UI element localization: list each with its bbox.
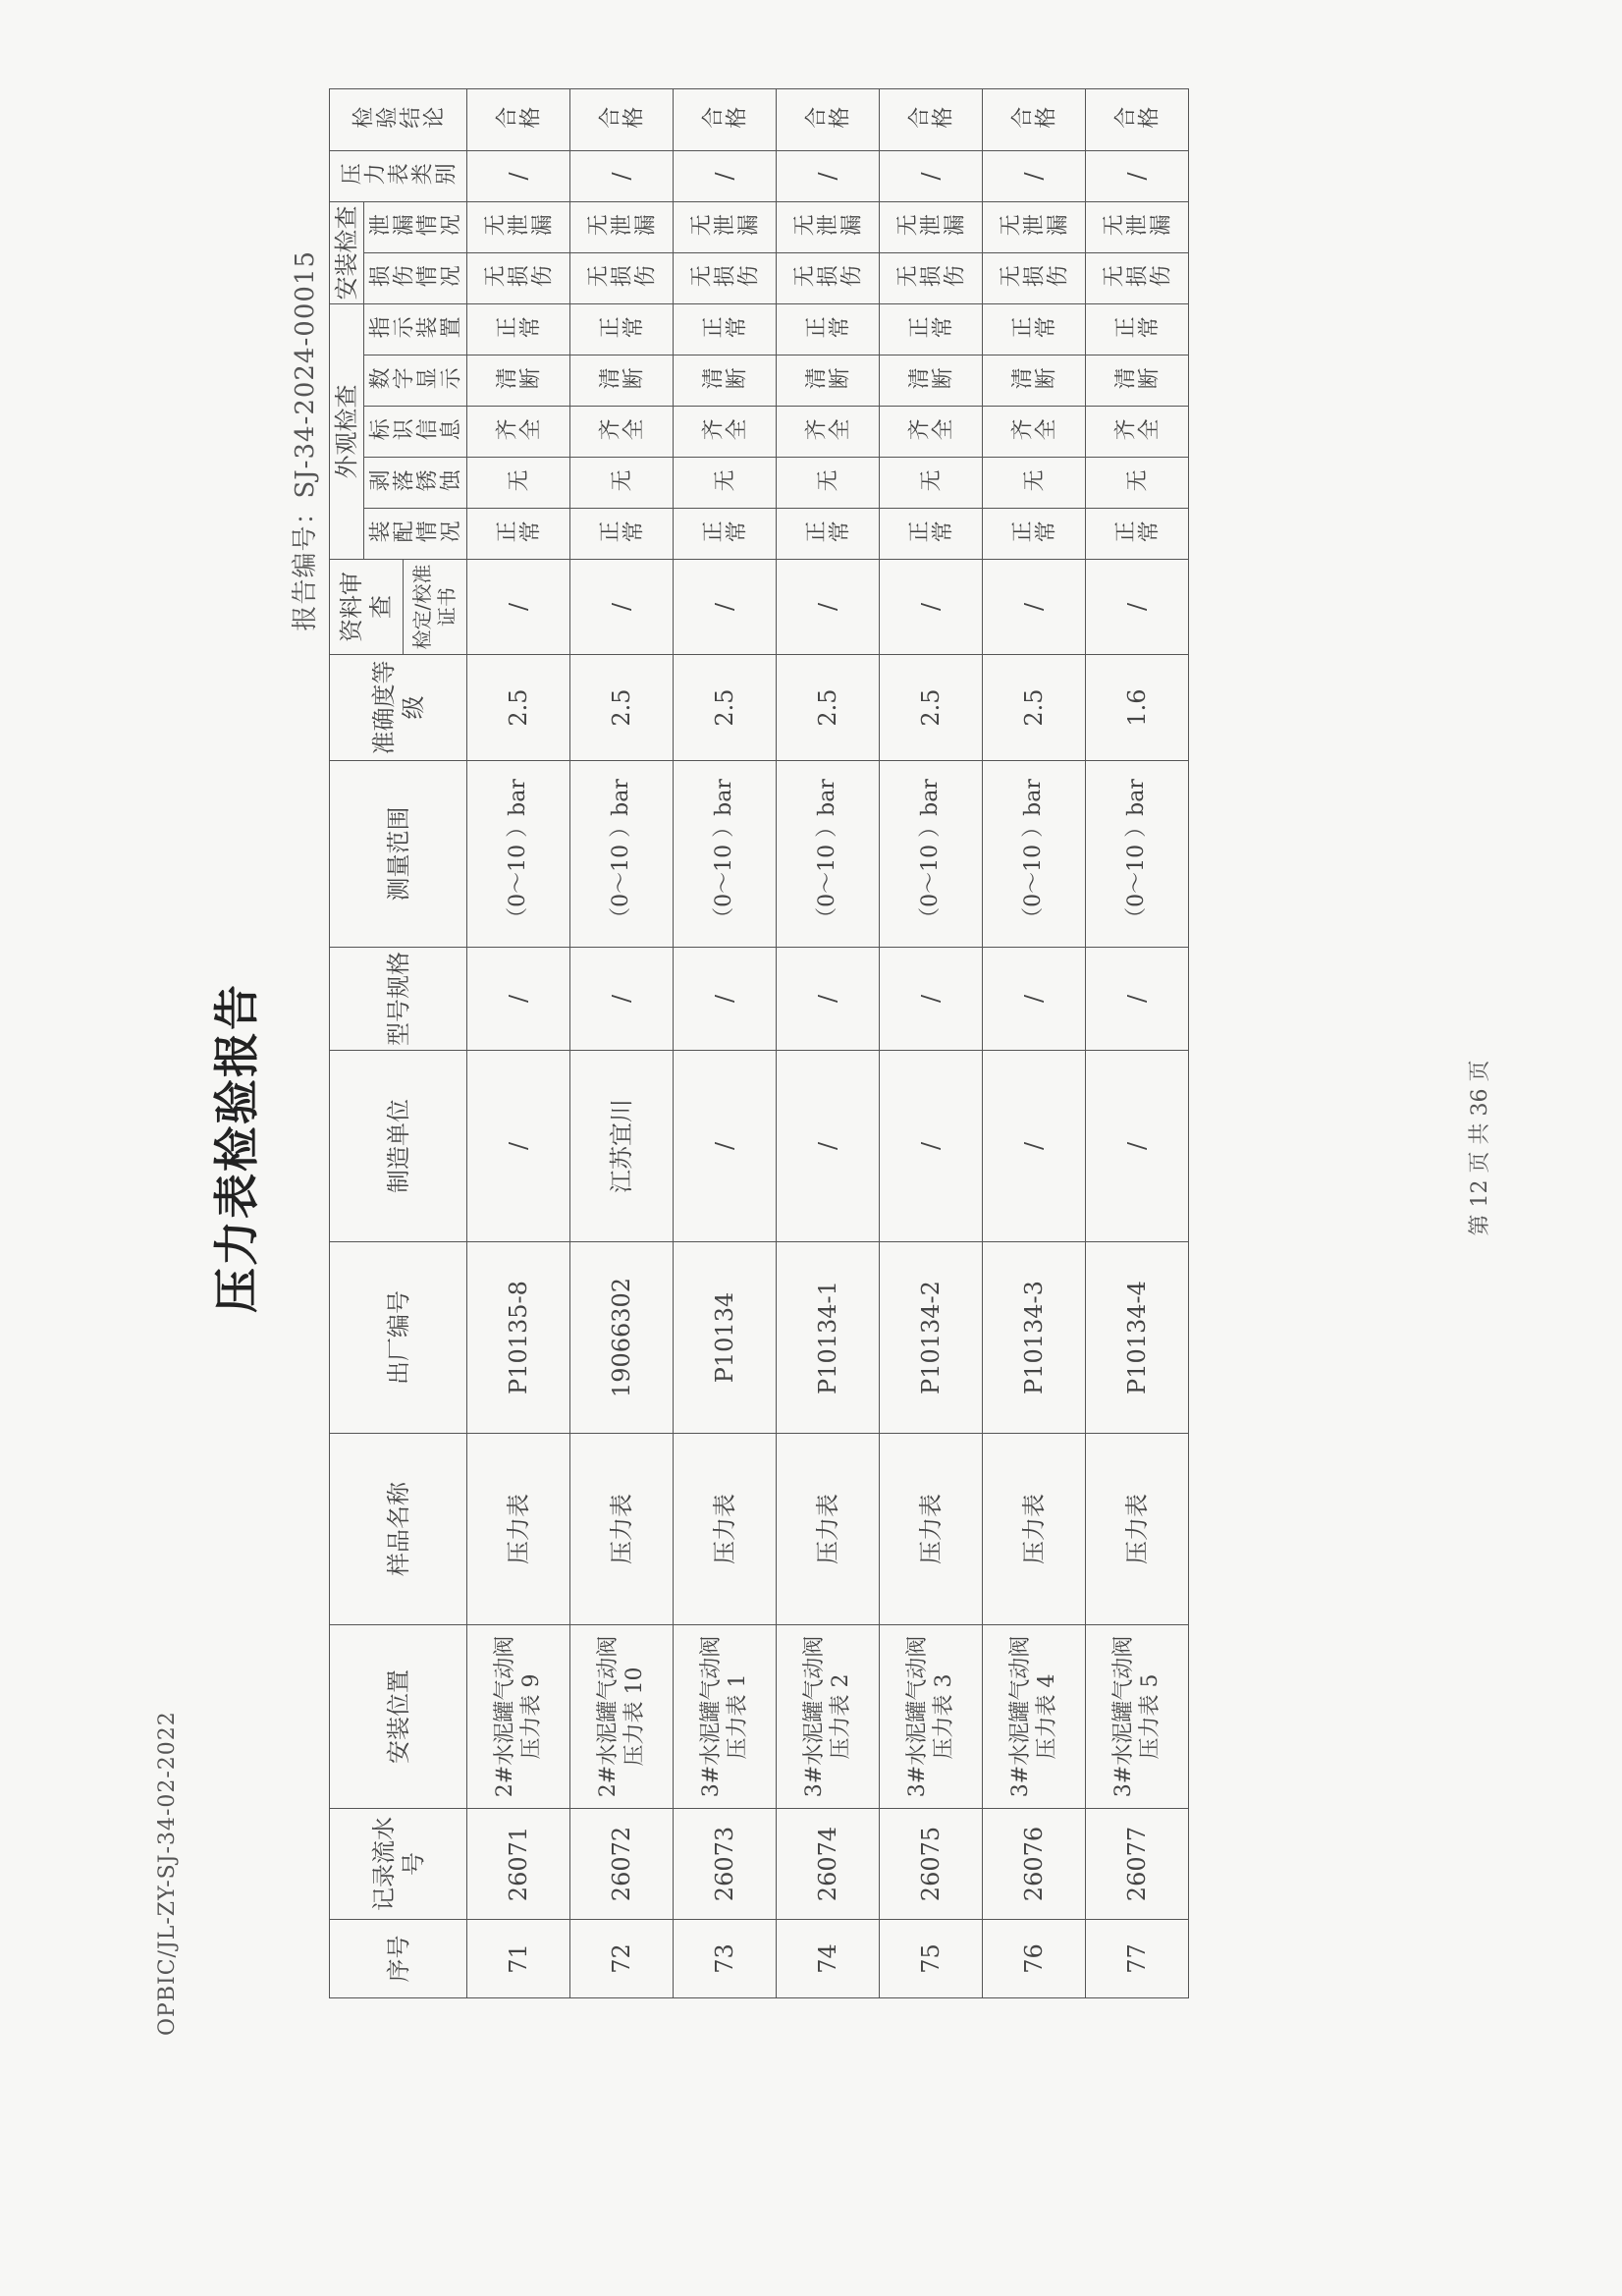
header-peeling: 剥落锈蚀 <box>364 458 467 509</box>
row-sample-name: 压力表 <box>467 1434 570 1625</box>
row-location: 2#水泥罐气动阀压力表 10 <box>570 1625 674 1809</box>
header-cert: 检定/校准证书 <box>404 560 467 655</box>
row-cert: / <box>1086 560 1189 655</box>
row-record-no: 26074 <box>777 1809 880 1920</box>
row-indicator <box>777 303 880 355</box>
row-record-no: 26073 <box>674 1809 777 1920</box>
row-conclusion-text: 合格 <box>1113 107 1161 133</box>
table-row <box>674 88 777 1997</box>
row-seq: 74 <box>777 1920 880 1998</box>
row-label-info <box>1086 407 1189 458</box>
row-location: 3#水泥罐气动阀压力表 1 <box>674 1625 777 1809</box>
row-leakage <box>983 201 1086 252</box>
row-range: （0～10 ）bar <box>467 761 570 948</box>
row-leakage-text: 无泄漏 <box>689 214 760 240</box>
row-model-spec: / <box>880 948 983 1051</box>
row-range: （0～10 ）bar <box>983 761 1086 948</box>
row-conclusion <box>674 88 777 150</box>
row-model-spec: / <box>1086 948 1189 1051</box>
row-indicator <box>1086 303 1189 355</box>
row-peeling-text: 无 <box>713 469 736 495</box>
row-sample-name: 压力表 <box>1086 1434 1189 1625</box>
row-conclusion <box>777 88 880 150</box>
row-range: （0～10 ）bar <box>777 761 880 948</box>
row-gauge-type: / <box>467 150 570 201</box>
row-assembly <box>467 509 570 560</box>
row-assembly-text: 正常 <box>495 520 542 546</box>
row-peeling-text: 无 <box>1022 469 1046 495</box>
inspection-table <box>329 88 1189 1998</box>
header-sample-name: 样品名称 <box>330 1434 467 1625</box>
form-code: OPBIC/JL-ZY-SJ-34-02-2022 <box>155 1711 180 2036</box>
row-factory-no: 19066302 <box>570 1242 674 1434</box>
table-row <box>570 88 674 1997</box>
row-factory-no: P10134-4 <box>1086 1242 1189 1434</box>
row-sample-name: 压力表 <box>880 1434 983 1625</box>
row-assembly <box>674 509 777 560</box>
row-leakage-text: 无泄漏 <box>895 214 966 240</box>
row-assembly <box>570 509 674 560</box>
row-conclusion <box>880 88 983 150</box>
row-gauge-type: / <box>674 150 777 201</box>
header-indicator: 指示装置 <box>364 303 467 355</box>
header-damage: 损伤情况 <box>364 252 467 303</box>
row-peeling <box>570 458 674 509</box>
row-assembly-text: 正常 <box>598 520 645 546</box>
row-assembly <box>880 509 983 560</box>
row-conclusion-text: 合格 <box>701 107 748 133</box>
row-conclusion <box>570 88 674 150</box>
row-accuracy: 2.5 <box>880 655 983 761</box>
row-model-spec: / <box>467 948 570 1051</box>
row-accuracy: 2.5 <box>570 655 674 761</box>
row-assembly <box>983 509 1086 560</box>
row-digit-display <box>674 355 777 407</box>
row-sample-name: 压力表 <box>674 1434 777 1625</box>
row-damage-text: 无损伤 <box>1102 265 1172 291</box>
row-factory-no: P10134-1 <box>777 1242 880 1434</box>
row-factory-no: P10135-8 <box>467 1242 570 1434</box>
row-model-spec: / <box>777 948 880 1051</box>
row-leakage <box>570 201 674 252</box>
row-indicator <box>570 303 674 355</box>
header-range: 测量范围 <box>330 761 467 948</box>
row-digit-display-text: 清断 <box>701 367 748 393</box>
header-seq: 序号 <box>330 1920 467 1998</box>
header-appearance: 外观检查 <box>330 303 364 559</box>
row-label-info <box>983 407 1086 458</box>
row-sample-name: 压力表 <box>983 1434 1086 1625</box>
row-peeling <box>777 458 880 509</box>
row-peeling-text: 无 <box>816 469 839 495</box>
row-indicator <box>880 303 983 355</box>
row-label-info-text: 齐全 <box>804 418 851 444</box>
header-leakage: 泄漏情况 <box>364 201 467 252</box>
row-cert: / <box>674 560 777 655</box>
table-row <box>983 88 1086 1997</box>
row-digit-display <box>880 355 983 407</box>
header-conclusion: 检验结论 <box>330 88 467 150</box>
row-conclusion <box>467 88 570 150</box>
row-cert: / <box>983 560 1086 655</box>
row-range: （0～10 ）bar <box>1086 761 1189 948</box>
row-assembly-text: 正常 <box>1010 520 1057 546</box>
row-accuracy: 2.5 <box>983 655 1086 761</box>
header-digit-display: 数字显示 <box>364 355 467 407</box>
row-label-info-text: 齐全 <box>598 418 645 444</box>
row-damage-text: 无损伤 <box>895 265 966 291</box>
row-seq: 73 <box>674 1920 777 1998</box>
row-assembly-text: 正常 <box>907 520 954 546</box>
row-range: （0～10 ）bar <box>674 761 777 948</box>
row-leakage-text: 无泄漏 <box>1102 214 1172 240</box>
row-peeling <box>674 458 777 509</box>
row-record-no: 26076 <box>983 1809 1086 1920</box>
row-peeling-text: 无 <box>1125 469 1149 495</box>
row-manufacturer: / <box>674 1051 777 1242</box>
row-gauge-type: / <box>1086 150 1189 201</box>
page-title: 压力表检验报告 <box>210 983 263 1313</box>
row-accuracy: 1.6 <box>1086 655 1189 761</box>
row-location: 3#水泥罐气动阀压力表 3 <box>880 1625 983 1809</box>
row-peeling-text: 无 <box>919 469 943 495</box>
row-damage-text: 无损伤 <box>999 265 1069 291</box>
row-label-info <box>570 407 674 458</box>
row-seq: 76 <box>983 1920 1086 1998</box>
row-accuracy: 2.5 <box>674 655 777 761</box>
row-label-info-text: 齐全 <box>701 418 748 444</box>
row-factory-no: P10134 <box>674 1242 777 1434</box>
row-indicator-text: 正常 <box>701 316 748 342</box>
row-leakage <box>674 201 777 252</box>
row-record-no: 26072 <box>570 1809 674 1920</box>
row-damage <box>570 252 674 303</box>
row-seq: 75 <box>880 1920 983 1998</box>
row-manufacturer: / <box>1086 1051 1189 1242</box>
row-indicator-text: 正常 <box>1010 316 1057 342</box>
row-conclusion <box>983 88 1086 150</box>
row-digit-display-text: 清断 <box>1113 367 1161 393</box>
row-indicator <box>674 303 777 355</box>
row-label-info-text: 齐全 <box>1010 418 1057 444</box>
row-seq: 72 <box>570 1920 674 1998</box>
row-label-info-text: 齐全 <box>1113 418 1161 444</box>
row-sample-name: 压力表 <box>777 1434 880 1625</box>
header-doc-review: 资料审查 <box>330 560 404 655</box>
row-digit-display <box>777 355 880 407</box>
table-row <box>467 88 570 1997</box>
row-indicator-text: 正常 <box>907 316 954 342</box>
row-gauge-type: / <box>777 150 880 201</box>
row-digit-display-text: 清断 <box>907 367 954 393</box>
row-digit-display <box>570 355 674 407</box>
row-digit-display <box>983 355 1086 407</box>
row-digit-display-text: 清断 <box>495 367 542 393</box>
row-cert: / <box>570 560 674 655</box>
row-accuracy: 2.5 <box>467 655 570 761</box>
row-conclusion-text: 合格 <box>598 107 645 133</box>
row-gauge-type: / <box>880 150 983 201</box>
row-location: 3#水泥罐气动阀压力表 4 <box>983 1625 1086 1809</box>
row-range: （0～10 ）bar <box>570 761 674 948</box>
row-record-no: 26071 <box>467 1809 570 1920</box>
header-record-no: 记录流水号 <box>330 1809 467 1920</box>
row-leakage-text: 无泄漏 <box>792 214 863 240</box>
row-damage <box>1086 252 1189 303</box>
row-damage-text: 无损伤 <box>483 265 554 291</box>
row-factory-no: P10134-3 <box>983 1242 1086 1434</box>
row-damage <box>777 252 880 303</box>
row-digit-display <box>1086 355 1189 407</box>
header-factory-no: 出厂编号 <box>330 1242 467 1434</box>
row-seq: 77 <box>1086 1920 1189 1998</box>
row-accuracy: 2.5 <box>777 655 880 761</box>
row-location: 2#水泥罐气动阀压力表 9 <box>467 1625 570 1809</box>
row-conclusion-text: 合格 <box>907 107 954 133</box>
row-model-spec: / <box>674 948 777 1051</box>
row-label-info-text: 齐全 <box>495 418 542 444</box>
header-label-info: 标识信息 <box>364 407 467 458</box>
row-leakage-text: 无泄漏 <box>483 214 554 240</box>
row-factory-no: P10134-2 <box>880 1242 983 1434</box>
row-manufacturer: / <box>983 1051 1086 1242</box>
header-assembly: 装配情况 <box>364 509 467 560</box>
row-manufacturer: / <box>467 1051 570 1242</box>
row-assembly-text: 正常 <box>804 520 851 546</box>
row-damage <box>467 252 570 303</box>
row-record-no: 26075 <box>880 1809 983 1920</box>
table-row <box>777 88 880 1997</box>
row-damage-text: 无损伤 <box>586 265 657 291</box>
row-leakage <box>467 201 570 252</box>
header-gauge-type: 压力表类别 <box>330 150 467 201</box>
row-digit-display-text: 清断 <box>1010 367 1057 393</box>
row-peeling-text: 无 <box>610 469 633 495</box>
row-range: （0～10 ）bar <box>880 761 983 948</box>
row-conclusion-text: 合格 <box>1010 107 1057 133</box>
row-model-spec: / <box>570 948 674 1051</box>
row-cert: / <box>777 560 880 655</box>
row-seq: 71 <box>467 1920 570 1998</box>
table-row <box>1086 88 1189 1997</box>
row-label-info <box>467 407 570 458</box>
row-manufacturer: / <box>777 1051 880 1242</box>
row-indicator <box>983 303 1086 355</box>
row-conclusion-text: 合格 <box>495 107 542 133</box>
row-damage <box>674 252 777 303</box>
header-manufacturer: 制造单位 <box>330 1051 467 1242</box>
row-assembly <box>777 509 880 560</box>
row-record-no: 26077 <box>1086 1809 1189 1920</box>
row-indicator-text: 正常 <box>495 316 542 342</box>
row-leakage <box>1086 201 1189 252</box>
row-indicator-text: 正常 <box>598 316 645 342</box>
row-leakage-text: 无泄漏 <box>586 214 657 240</box>
row-indicator <box>467 303 570 355</box>
row-gauge-type: / <box>983 150 1086 201</box>
row-peeling <box>467 458 570 509</box>
row-label-info-text: 齐全 <box>907 418 954 444</box>
header-accuracy: 准确度等级 <box>330 655 467 761</box>
row-cert: / <box>880 560 983 655</box>
row-peeling <box>983 458 1086 509</box>
report-number: 报告编号：SJ-34-2024-00015 <box>291 250 320 631</box>
row-peeling-text: 无 <box>507 469 530 495</box>
row-damage <box>983 252 1086 303</box>
row-peeling <box>880 458 983 509</box>
header-install-check: 安装检查 <box>330 201 364 303</box>
row-label-info <box>777 407 880 458</box>
row-assembly-text: 正常 <box>701 520 748 546</box>
row-digit-display-text: 清断 <box>804 367 851 393</box>
header-model-spec: 型号规格 <box>330 948 467 1051</box>
table-row <box>880 88 983 1997</box>
row-assembly <box>1086 509 1189 560</box>
page-number: 第 12 页 共 36 页 <box>1468 1060 1492 1236</box>
row-label-info <box>674 407 777 458</box>
row-damage-text: 无损伤 <box>689 265 760 291</box>
row-damage <box>880 252 983 303</box>
header-location: 安装位置 <box>330 1625 467 1809</box>
row-manufacturer: / <box>880 1051 983 1242</box>
row-cert: / <box>467 560 570 655</box>
row-digit-display-text: 清断 <box>598 367 645 393</box>
row-conclusion <box>1086 88 1189 150</box>
row-model-spec: / <box>983 948 1086 1051</box>
row-leakage <box>777 201 880 252</box>
row-conclusion-text: 合格 <box>804 107 851 133</box>
row-indicator-text: 正常 <box>1113 316 1161 342</box>
row-location: 3#水泥罐气动阀压力表 2 <box>777 1625 880 1809</box>
row-gauge-type: / <box>570 150 674 201</box>
row-leakage <box>880 201 983 252</box>
row-digit-display <box>467 355 570 407</box>
row-label-info <box>880 407 983 458</box>
row-indicator-text: 正常 <box>804 316 851 342</box>
row-leakage-text: 无泄漏 <box>999 214 1069 240</box>
row-location: 3#水泥罐气动阀压力表 5 <box>1086 1625 1189 1809</box>
row-damage-text: 无损伤 <box>792 265 863 291</box>
row-manufacturer: 江苏宜川 <box>570 1051 674 1242</box>
row-sample-name: 压力表 <box>570 1434 674 1625</box>
row-peeling <box>1086 458 1189 509</box>
row-assembly-text: 正常 <box>1113 520 1161 546</box>
